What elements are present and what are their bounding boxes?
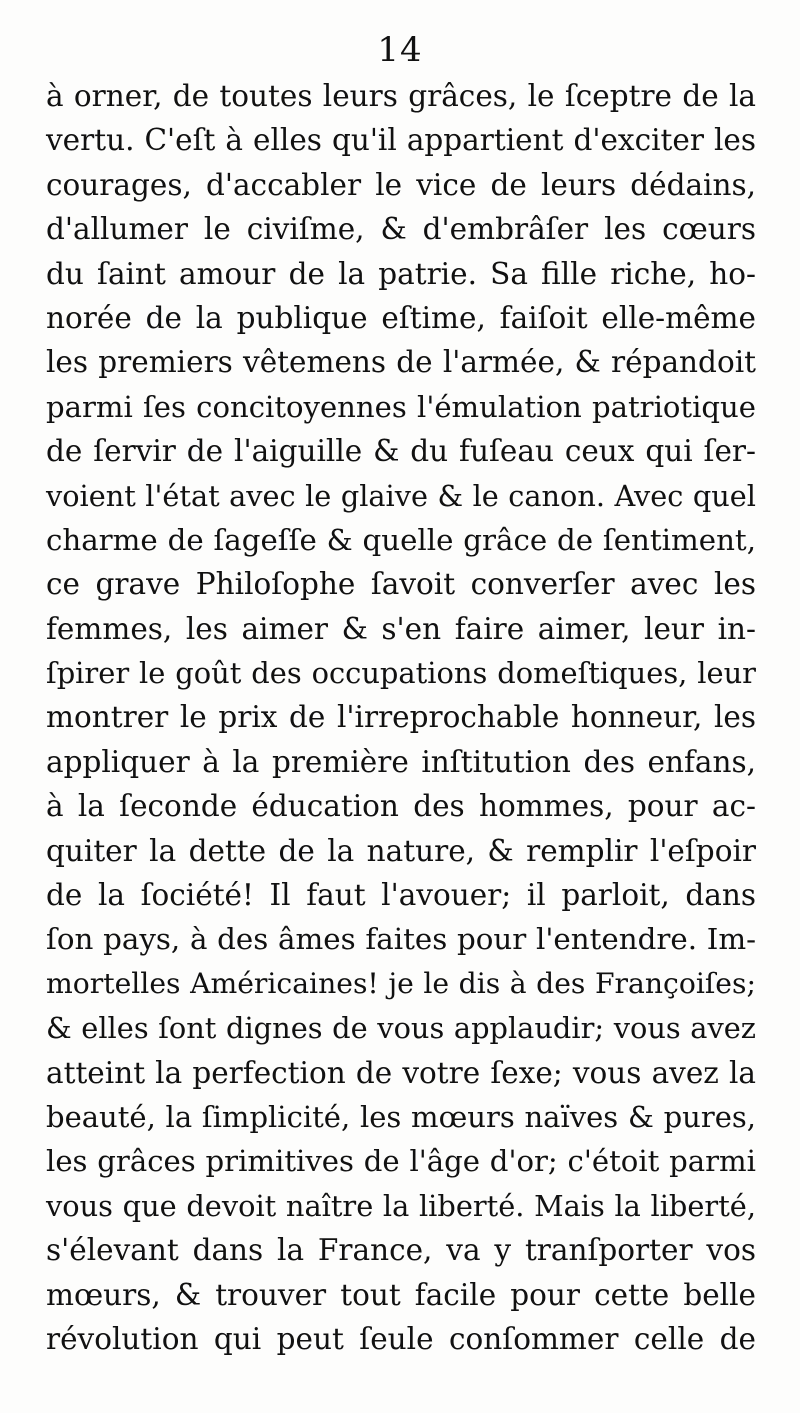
- text-line: parmi ſes concitoyennes l'émulation patriotique: [46, 389, 756, 424]
- text-line: à orner, de toutes leurs grâces, le ſceptre de la: [46, 79, 756, 113]
- body-text: [46, 74, 756, 1361]
- text-line: voient l'état avec le glaive & le canon. Avec quel: [46, 478, 756, 513]
- text-line: femmes, les aimer & s'en faire aimer, leur in-: [46, 611, 756, 646]
- text-line: mortelles Américaines! je le dis à des Françoiſes;: [46, 966, 756, 1000]
- text-line: beauté, la ſimplicité, les mœurs naïves & pures,: [46, 1099, 756, 1134]
- text-line: les premiers vêtemens de l'armée, & répandoit: [46, 345, 756, 380]
- text-line: quiter la dette de la nature, & remplir l'eſpoir: [46, 833, 756, 868]
- text-line: les grâces primitives de l'âge d'or; c'étoit parmi: [46, 1144, 756, 1179]
- text-line: vertu. C'eſt à elles qu'il appartient d'exciter les: [46, 123, 756, 158]
- text-line: d'allumer le civiſme, & d'embrâſer les cœurs: [46, 212, 756, 247]
- text-line: courages, d'accabler le vice de leurs dédains,: [46, 167, 756, 202]
- page-number: 14: [377, 30, 423, 70]
- text-line: de la ſociété! Il faut l'avouer; il parloit, dans: [46, 878, 756, 913]
- text-line: s'élevant dans la France, va y tranſporter vos: [46, 1233, 756, 1268]
- text-line: révolution qui peut ſeule conſommer celle de: [46, 1321, 756, 1356]
- text-line: charme de ſageſſe & quelle grâce de ſentiment,: [46, 522, 756, 557]
- text-line: ſon pays, à des âmes faites pour l'entendre. Im-: [46, 922, 756, 957]
- text-line: à la ſeconde éducation des hommes, pour ac-: [46, 789, 756, 824]
- text-line: ſpirer le goût des occupations domeſtiques, leur: [46, 656, 756, 691]
- text-line: norée de la publique eſtime, faiſoit elle-même: [46, 300, 756, 335]
- text-line: & elles ſont dignes de vous applaudir; vous avez: [46, 1011, 756, 1046]
- text-line: du ſaint amour de la patrie. Sa fille riche, ho-: [46, 256, 756, 291]
- text-line: mœurs, & trouver tout facile pour cette belle: [46, 1277, 756, 1312]
- text-line: atteint la perfection de votre ſexe; vous avez la: [46, 1055, 756, 1090]
- text-line: montrer le prix de l'irreprochable honneur, les: [46, 700, 756, 735]
- text-line: de ſervir de l'aiguille & du fuſeau ceux qui ſer-: [46, 434, 756, 469]
- text-line: vous que devoit naître la liberté. Mais la liberté,: [46, 1188, 756, 1223]
- text-line: ce grave Philoſophe ſavoit converſer avec les: [46, 567, 756, 602]
- text-line: appliquer à la première inſtitution des enfans,: [46, 744, 756, 779]
